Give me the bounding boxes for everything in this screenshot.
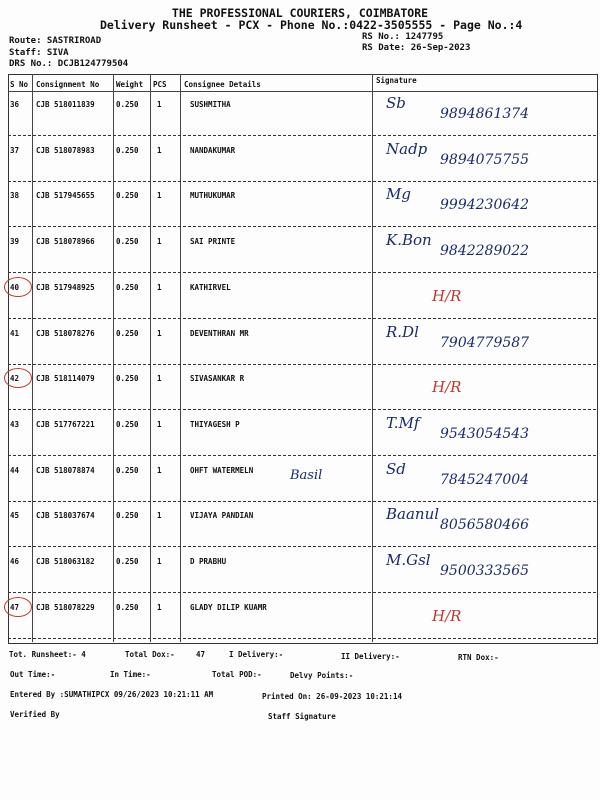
row-consignee: SAI PRINTE [190,237,236,247]
signature-scribble: M.Gsl [386,551,431,569]
row-consignee: D PRABHU [190,557,227,566]
row-consignment: CJB 518078874 [36,465,95,475]
tot-runsheet: Tot. Runsheet:- 4 [9,650,86,659]
row-weight: 0.250 [116,557,139,566]
row-weight: 0.250 [116,100,139,109]
signature-phone: 9500333565 [440,563,530,579]
row-weight: 0.250 [116,282,139,292]
row-separator [8,592,596,593]
col-divider [372,74,373,642]
row-pcs: 1 [157,419,162,429]
col-divider [32,74,33,642]
signature-scribble: Sd [386,459,406,478]
row-weight: 0.250 [116,374,139,384]
row-sno: 43 [10,419,20,429]
row-separator [8,318,596,319]
row-weight: 0.250 [116,328,139,338]
i-delivery: I Delivery:- [229,650,284,659]
header-divider [8,91,597,92]
route-staff-block [9,36,128,71]
row-consignment: CJB 517945655 [36,191,95,201]
row-sno: 46 [10,557,20,566]
row-weight: 0.250 [116,602,139,612]
delvy-points: Delvy Points:- [290,671,354,680]
row-sno: 42 [10,374,20,384]
in-time: In Time:- [110,670,151,679]
row-consignee: OHFT WATERMELN [190,465,254,475]
row-pcs: 1 [157,328,162,338]
col-details: Consignee Details [184,80,261,89]
out-time: Out Time:- [10,670,56,679]
col-signature: Signature [376,76,417,85]
handwritten-remark: H/R [432,378,462,397]
row-separator [8,501,596,502]
row-consignee: NANDAKUMAR [190,145,236,155]
row-pcs: 1 [157,145,162,155]
signature-phone: 7904779587 [440,334,530,351]
col-weight: Weight [116,80,144,89]
row-consignee: KATHIRVEL [190,282,231,292]
ii-delivery: II Delivery:- [341,652,400,661]
total-pod: Total POD:- [212,670,262,679]
signature-scribble: Nadp [386,139,428,158]
handwritten-remark: H/R [432,286,462,305]
row-pcs: 1 [157,100,162,109]
row-consignment: CJB 518078229 [36,602,95,612]
rs-number: RS No.: 1247795 [362,32,444,42]
signature-scribble: Sb [386,94,406,112]
col-divider [180,74,181,642]
row-pcs: 1 [157,237,162,247]
signature-scribble: Baanul [386,505,440,524]
row-consignee: GLADY DILIP KUAMR [190,602,267,612]
row-sno: 36 [10,100,20,109]
row-separator [8,272,596,273]
return-marker-circle [4,277,32,297]
row-consignee: THIYAGESH P [190,419,240,429]
row-separator [8,364,596,365]
row-consignment: CJB 518037674 [36,511,95,521]
col-divider [150,74,151,642]
row-sno: 45 [10,511,20,521]
col-sno: S No [10,80,29,89]
total-dox-value: 47 [196,650,206,659]
row-separator [8,455,596,456]
row-pcs: 1 [157,282,162,292]
entered-by: Entered By :SUMATHIPCX 09/26/2023 10:21:11 AM [10,690,214,699]
row-pcs: 1 [157,511,162,521]
row-weight: 0.250 [116,237,139,247]
col-pcs: PCS [153,80,167,89]
row-separator [8,638,596,639]
row-separator [8,546,596,547]
staff-signature: Staff Signature [268,712,336,721]
row-consignment: CJB 518114079 [36,374,95,384]
row-separator [8,135,596,136]
route-text: Route: SASTRIROAD [9,36,102,46]
row-sno: 37 [10,145,20,155]
signature-scribble: K.Bon [386,231,432,250]
handwritten-remark: H/R [432,606,462,625]
row-sno: 38 [10,191,20,201]
col-consignment: Consignment No [36,80,100,89]
signature-phone: 8056580466 [440,517,530,534]
row-consignment: CJB 518078276 [36,328,95,338]
row-consignment: CJB 518078983 [36,145,95,155]
signature-scribble: R.Dl [386,322,419,341]
row-pcs: 1 [157,374,162,384]
row-weight: 0.250 [116,419,139,429]
signature-phone: 9543054543 [440,425,530,442]
drs-number: DRS No.: DCJB124779504 [9,59,129,69]
return-marker-circle [4,597,32,617]
row-weight: 0.250 [116,191,139,201]
row-pcs: 1 [157,557,162,566]
signature-phone: 7845247004 [440,471,530,488]
row-consignee: VIJAYA PANDIAN [190,511,254,521]
signature-scribble: Mg [386,185,411,204]
handwritten-note: Basil [290,467,323,483]
row-consignment: CJB 517767221 [36,419,95,429]
rs-date: RS Date: 26-Sep-2023 [362,43,471,53]
printed-on: Printed On: 26-09-2023 10:21:14 [262,692,402,701]
row-separator [8,226,596,227]
col-divider [113,74,114,642]
signature-phone: 9842289022 [440,243,530,260]
signature-phone: 9894861374 [440,106,530,122]
row-weight: 0.250 [116,465,139,475]
row-pcs: 1 [157,465,162,475]
row-pcs: 1 [157,191,162,201]
row-consignee: SIVASANKAR R [190,374,245,384]
rs-block [362,32,470,54]
row-consignment: CJB 518011839 [36,100,95,109]
row-weight: 0.250 [116,145,139,155]
verified-by: Verified By [10,710,60,719]
row-consignee: SUSHMITHA [190,100,231,109]
row-weight: 0.250 [116,511,139,521]
signature-scribble: T.Mf [386,413,420,432]
row-sno: 41 [10,328,20,338]
signature-phone: 9994230642 [440,197,530,214]
company-name: THE PROFESSIONAL COURIERS, COIMBATORE [171,6,429,20]
row-separator [8,181,596,182]
signature-phone: 9894075755 [440,151,530,168]
row-sno: 44 [10,465,20,475]
row-sno: 40 [10,282,20,292]
staff-text: Staff: SIVA [9,47,69,58]
row-sno: 39 [10,237,20,247]
row-sno: 47 [10,602,20,612]
row-separator [8,409,596,410]
row-pcs: 1 [157,602,162,612]
row-consignee: MUTHUKUMAR [190,191,236,201]
total-dox-label: Total Dox:- [125,650,175,659]
row-consignment: CJB 518078966 [36,237,95,247]
row-consignment: CJB 518063182 [36,557,95,566]
row-consignee: DEVENTHRAN MR [190,328,249,338]
rtn-dox: RTN Dox:- [458,653,499,662]
runsheet-title: Delivery Runsheet - PCX - Phone No.:0422-3505555 - Page No.:4 [100,18,523,32]
row-consignment: CJB 517948925 [36,282,95,292]
